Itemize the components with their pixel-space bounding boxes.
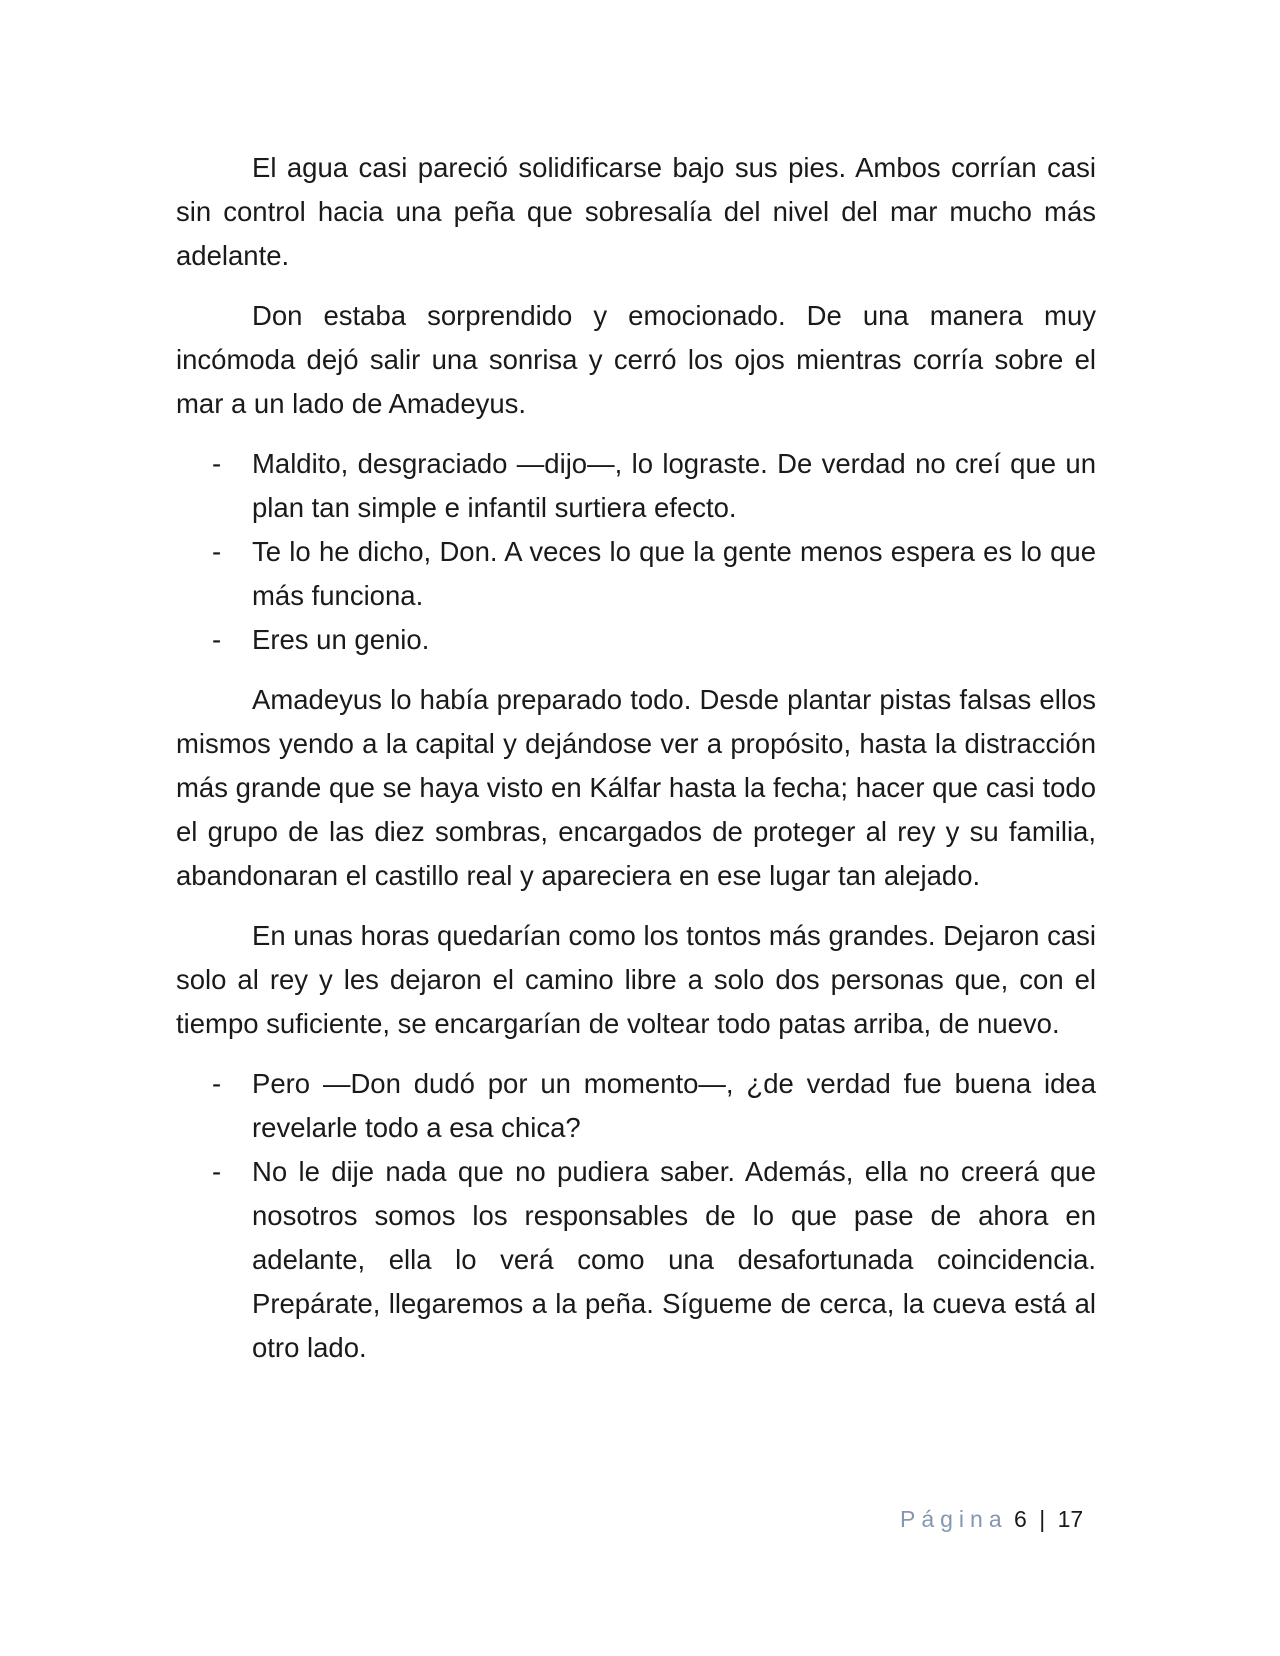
dialog-text: Pero —Don dudó por un momento—, ¿de verdad fue buena idea revelarle todo a esa chica?	[252, 1068, 1096, 1143]
dialog-text: Eres un genio.	[252, 624, 430, 655]
dialog-dash: -	[212, 1068, 222, 1099]
dialog-line	[176, 530, 1096, 618]
dialog-list	[176, 1062, 1096, 1370]
paragraph: El agua casi pareció solidificarse bajo sus pies. Ambos corrían casi sin control hacia una peña que sobresalía del nivel del mar mucho más adelante.	[176, 152, 1096, 271]
dialog-dash: -	[212, 536, 222, 567]
dialog-dash: -	[212, 624, 222, 655]
page-body	[176, 146, 1096, 1386]
dialog-text: No le dije nada que no pudiera saber. Además, ella no creerá que nosotros somos los responsables de lo que pase de ahora en adelante, ella lo verá como una desafortunada coincidencia. Prepárate, llegaremos a la peña. Sígueme de cerca, la cueva está al otro lado.	[252, 1156, 1096, 1363]
dialog-list	[176, 442, 1096, 662]
dialog-text: Te lo he dicho, Don. A veces lo que la gente menos espera es lo que más funciona.	[252, 536, 1096, 611]
dialog-line	[176, 1062, 1096, 1150]
page-footer	[900, 1504, 1084, 1534]
dialog-line	[176, 442, 1096, 530]
dialog-text: Maldito, desgraciado —dijo—, lo lograste. De verdad no creí que un plan tan simple e infantil surtiera efecto.	[252, 448, 1096, 523]
paragraph: Don estaba sorprendido y emocionado. De una manera muy incómoda dejó salir una sonrisa y cerró los ojos mientras corría sobre el mar a un lado de Amadeyus.	[176, 300, 1096, 419]
dialog-dash: -	[212, 1156, 222, 1187]
dialog-dash: -	[212, 448, 222, 479]
page-number: 6	[1014, 1506, 1027, 1532]
page-total: 17	[1057, 1506, 1084, 1532]
page-separator: |	[1039, 1506, 1046, 1532]
dialog-line	[176, 1150, 1096, 1370]
dialog-line	[176, 618, 1096, 662]
paragraph: Amadeyus lo había preparado todo. Desde plantar pistas falsas ellos mismos yendo a la capital y dejándose ver a propósito, hasta la distracción más grande que se haya visto en Kálfar hasta la fecha; hacer que casi todo el grupo de las diez sombras, encargados de proteger al rey y su familia, abandonaran el castillo real y apareciera en ese lugar tan alejado.	[176, 684, 1096, 891]
page-label: Página	[900, 1506, 1008, 1532]
paragraph: En unas horas quedarían como los tontos más grandes. Dejaron casi solo al rey y les dejaron el camino libre a solo dos personas que, con el tiempo suficiente, se encargarían de voltear todo patas arriba, de nuevo.	[176, 920, 1096, 1039]
